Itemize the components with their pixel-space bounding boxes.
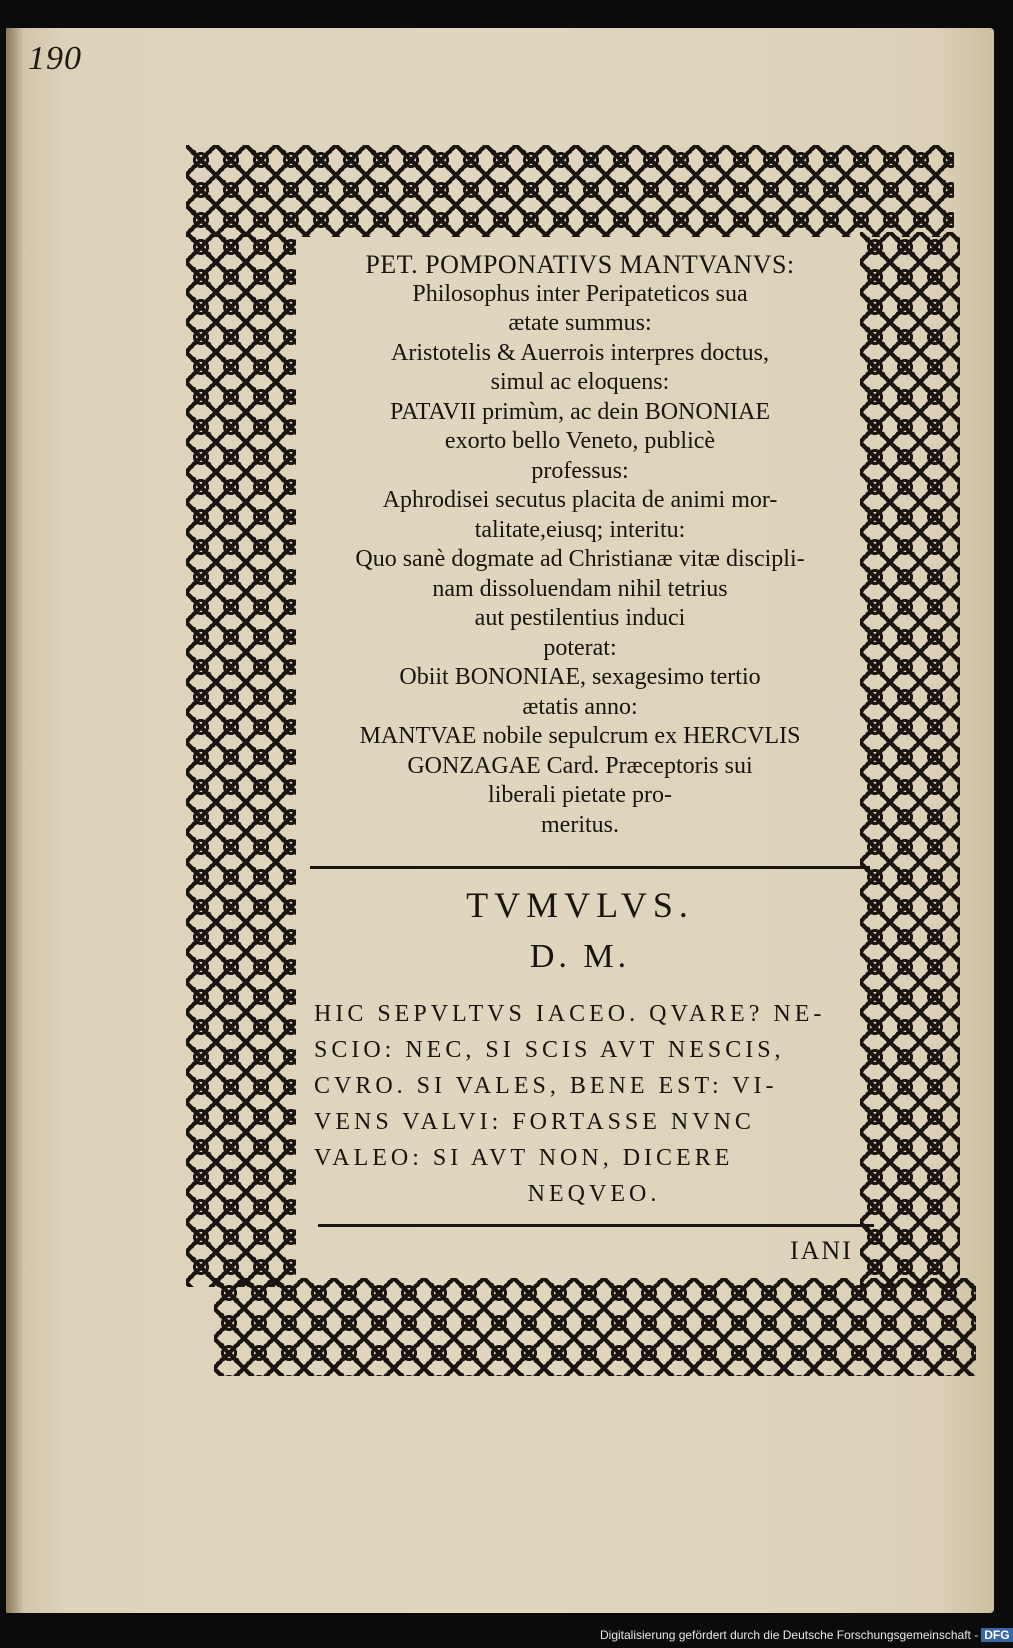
divider-rule: [318, 1224, 874, 1227]
epitaph-line: VALEO: SI AVT NON, DICERE: [314, 1145, 734, 1171]
page-gutter-shadow: [6, 28, 24, 1613]
text-line: nam dissoluendam nihil tetrius: [432, 575, 728, 602]
biography-text: [300, 250, 860, 840]
divider-rule: [310, 866, 870, 869]
text-line: liberali pietate pro-: [488, 782, 672, 808]
text-line: GONZAGAE Card. Præceptoris sui: [407, 752, 753, 779]
text-line: PET. POMPONATIVS MANTVANVS:: [365, 250, 795, 279]
epitaph-line: NEQVEO.: [527, 1181, 661, 1207]
epitaph-line: CVRO. SI VALES, BENE EST: VI-: [314, 1073, 778, 1099]
credit-text: Digitalisierung gefördert durch die Deutsche Forschungsgemeinschaft -: [600, 1628, 979, 1642]
text-line: simul ac eloquens:: [490, 369, 670, 395]
text-line: MANTVAE nobile sepulcrum ex HERCVLIS: [359, 723, 801, 749]
ornament-border-left: [186, 232, 296, 1287]
text-line: Aristotelis & Auerrois interpres doctus,: [391, 339, 769, 366]
text-line: ætate summus:: [508, 310, 652, 336]
text-line: professus:: [531, 457, 629, 484]
text-line: talitate,eiusq; interitu:: [474, 516, 686, 543]
ornament-border-right: [860, 232, 960, 1287]
page-number: 190: [28, 40, 82, 77]
epitaph-line: VENS VALVI: FORTASSE NVNC: [314, 1109, 755, 1135]
text-line: Quo sanè dogmate ad Christianæ vitæ discipli-: [355, 546, 805, 572]
text-line: Aphrodisei secutus placita de animi mor-: [382, 487, 778, 513]
text-line: Obiit BONONIAE, sexagesimo tertio: [399, 664, 761, 690]
ornament-border-top: [186, 145, 954, 237]
text-line: aut pestilentius induci: [474, 605, 686, 631]
ornament-border-bottom: [214, 1278, 976, 1376]
catchword: IANI: [790, 1236, 853, 1265]
section-heading-tumulus: TVMVLVS.: [466, 885, 694, 925]
epitaph-line: SCIO: NEC, SI SCIS AVT NESCIS,: [314, 1037, 785, 1063]
epitaph-text: [314, 996, 874, 1212]
text-line: PATAVII primùm, ac dein BONONIAE: [389, 398, 771, 425]
text-line: exorto bello Veneto, publicè: [444, 428, 716, 454]
text-line: meritus.: [541, 811, 619, 838]
digitization-credit: [600, 1628, 1010, 1642]
text-line: poterat:: [543, 634, 617, 661]
dfg-logo-icon: DFG: [981, 1628, 1012, 1642]
section-heading-dm: D. M.: [529, 938, 631, 975]
epitaph-line: HIC SEPVLTVS IACEO. QVARE? NE-: [314, 1001, 826, 1027]
text-line: Philosophus inter Peripateticos sua: [412, 280, 748, 307]
text-line: ætatis anno:: [522, 693, 638, 720]
